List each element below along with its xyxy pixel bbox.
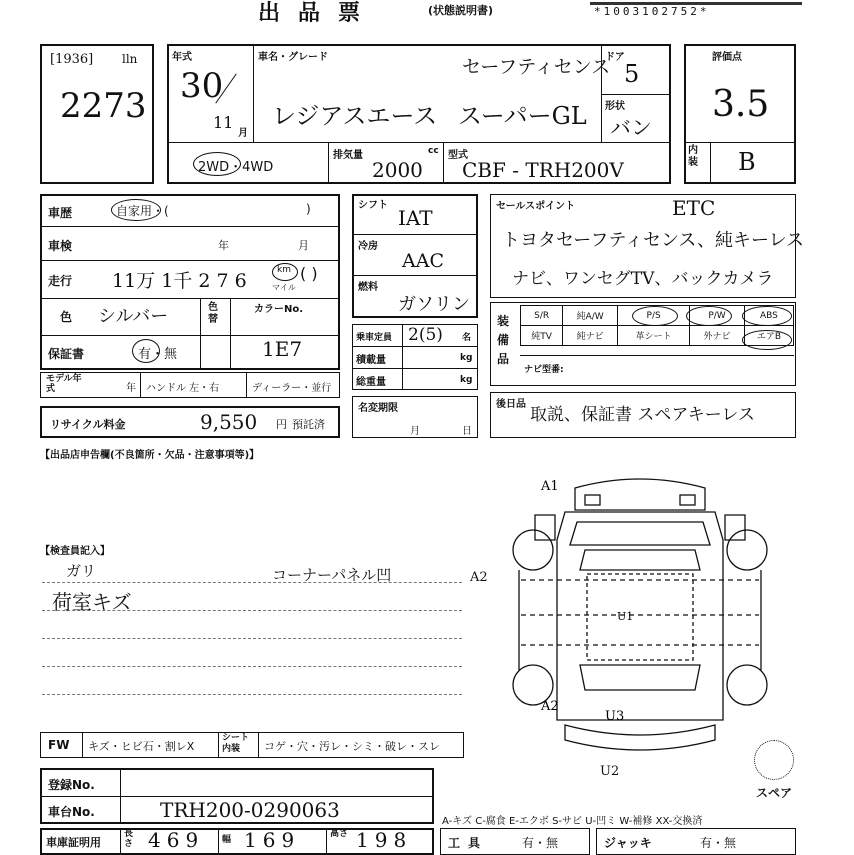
width-label: 幅 <box>222 835 232 845</box>
warranty-value: 有・無 <box>138 347 178 362</box>
seat-value: コゲ・穴・汚レ・シミ・破レ・スレ <box>264 740 440 753</box>
capacity-value: 2(5) <box>408 325 443 345</box>
fw-value: キズ・ヒビ石・割レX <box>88 740 195 753</box>
registration-month: 月 <box>410 426 420 437</box>
equip-ps: P/S <box>618 306 690 326</box>
mark-u2: U2 <box>600 764 620 779</box>
equip-aw: 純A/W <box>563 306 618 326</box>
rear-window <box>580 665 700 690</box>
equip-sr: S/R <box>521 306 563 326</box>
chassis-value: TRH200-0290063 <box>160 798 340 822</box>
sales-point-line2: トヨタセーフティセンス、純キーレス <box>502 230 805 251</box>
doors-value: 5 <box>624 60 640 88</box>
drive-separator: ・ <box>229 160 243 175</box>
model-code-value: CBF - TRH200V <box>462 158 624 182</box>
recycle-label: リサイクル料金 <box>50 418 126 431</box>
fw-label: FW <box>48 738 70 752</box>
drive-4wd: 4WD <box>242 160 274 175</box>
gross-unit: kg <box>460 375 473 385</box>
hood <box>570 522 710 545</box>
recycle-note: 預託済 <box>292 418 325 431</box>
equip-airbag: エアB <box>744 326 793 346</box>
history-label: 車歴 <box>48 206 73 220</box>
interior-value: B <box>738 148 756 176</box>
score-value: 3.5 <box>712 84 770 125</box>
form-subtitle: (状態説明書) <box>428 4 494 17</box>
year-value: 30 <box>180 66 224 106</box>
front-right-tire <box>727 530 767 570</box>
capacity-label: 乗車定員 <box>356 333 393 343</box>
color-code-value: 1E7 <box>262 337 303 361</box>
equip-navi: 純ナビ <box>563 326 618 346</box>
mark-a2-bottom: A2 <box>541 699 559 714</box>
sales-point-label: セールスポイント <box>496 201 576 212</box>
inspector-note1: ガリ <box>66 562 97 580</box>
vehicle-grade: スーパーGL <box>458 102 587 130</box>
sales-point-line1: ETC <box>672 196 716 220</box>
mark-a1: A1 <box>541 479 559 494</box>
displacement-value: 2000 <box>372 158 423 182</box>
gross-label: 総重量 <box>356 377 386 388</box>
lot-suffix: lln <box>122 52 138 66</box>
length-label: 長さ <box>124 829 134 849</box>
registration-change-label: 名変期限 <box>358 403 398 414</box>
color-label: 色 <box>60 310 73 324</box>
body-outline <box>557 512 723 720</box>
inspection-year: 年 <box>218 239 229 252</box>
model-label: 車名・グレード <box>258 52 328 63</box>
car-diagram <box>505 470 775 760</box>
dealer-field: ディーラー・並行 <box>252 383 332 394</box>
shift-label: シフト <box>358 200 388 211</box>
mark-a2-left: A2 <box>470 570 488 585</box>
chassis-label: 車台No. <box>48 805 95 819</box>
accessories-value: 取説、保証書 スペアキーレス <box>530 405 755 425</box>
accessories-label: 後日品 <box>496 399 526 410</box>
vehicle-name: レジアスエース <box>272 102 438 130</box>
inspection-month: 月 <box>298 239 309 252</box>
color-code-label: カラーNo. <box>254 304 304 315</box>
displacement-unit: cc <box>428 146 439 156</box>
month-unit: 月 <box>238 128 248 139</box>
inspector-note2: 荷室キズ <box>52 590 132 614</box>
fuel-value: ガソリン <box>398 294 470 315</box>
drive-2wd: 2WD <box>198 160 230 175</box>
model-year-unit: 年 <box>126 383 136 394</box>
doors-label: ドア <box>605 52 625 63</box>
recycle-value: 9,550 <box>200 410 258 434</box>
jack-value: 有・無 <box>700 836 737 850</box>
front-left-tire <box>513 530 553 570</box>
height-label: 高さ <box>330 829 349 839</box>
seat-label: シート内装 <box>222 733 250 754</box>
history-close: ) <box>306 202 311 216</box>
shape-value: バン <box>610 116 652 140</box>
color-change-label: 色替 <box>208 302 218 325</box>
windshield <box>580 550 700 570</box>
lot-number: 2273 <box>60 86 147 126</box>
mark-u3: U3 <box>605 709 625 724</box>
shape-label: 形状 <box>605 101 625 112</box>
dimensions-label: 車庫証明用 <box>46 836 101 849</box>
model-code-label: 型式 <box>448 150 468 161</box>
mark-u1: U1 <box>617 610 634 623</box>
month-value: 11 <box>213 113 234 132</box>
serial-barcode-text: *1003102752* <box>594 5 710 18</box>
ac-label: 冷房 <box>358 241 378 252</box>
color-value: シルバー <box>98 306 169 327</box>
navi-model-label: ナビ型番: <box>524 365 564 375</box>
load-unit: kg <box>460 353 473 363</box>
inspector-note3: コーナーパネル凹 <box>272 566 392 584</box>
height-value: 198 <box>356 828 413 852</box>
tools-label: 工具 <box>448 836 489 850</box>
sales-point-line3: ナビ、ワンセグTV、バックカメラ <box>512 269 774 289</box>
fuel-label: 燃料 <box>358 282 378 293</box>
history-value: 自家用・( <box>116 204 169 218</box>
score-label: 評価点 <box>712 52 742 63</box>
length-value: 469 <box>148 828 205 852</box>
spare-circle <box>754 740 794 780</box>
mileage-mile: マイル <box>272 283 296 292</box>
tools-value: 有・無 <box>522 836 559 850</box>
year-label: 年式 <box>172 52 192 63</box>
equipment-label: 装備品 <box>497 314 510 366</box>
damage-legend: A-キズ C-腐食 E-エクボ S-サビ U-凹ミ W-補修 XX-交換済 <box>442 816 703 827</box>
equip-ext-navi: 外ナビ <box>690 326 745 346</box>
equip-leather: 革シート <box>618 326 690 346</box>
lot-code: [1936] <box>50 52 94 67</box>
seller-notes-label: 【出品店申告欄(不良箇所・欠品・注意事項等)】 <box>40 450 260 461</box>
registration-day: 日 <box>462 426 472 437</box>
handle-field: ハンドル 左・右 <box>146 383 220 394</box>
registration-no-label: 登録No. <box>48 778 95 792</box>
shift-value: IAT <box>398 206 433 230</box>
inspection-label: 車検 <box>48 239 73 253</box>
equip-tv: 純TV <box>521 326 563 346</box>
load-label: 積載量 <box>356 355 386 366</box>
equip-pw: P/W <box>690 306 745 326</box>
mileage-value: 11万 1千 2 7 6 <box>112 270 247 292</box>
form-title: 出品票 <box>258 1 379 26</box>
displacement-label: 排気量 <box>333 150 363 161</box>
rear-right-tire <box>727 665 767 705</box>
lot-box <box>40 44 154 184</box>
roof <box>587 574 693 660</box>
rear-bumper <box>565 725 715 750</box>
ac-value: AAC <box>402 250 444 272</box>
mileage-label: 走行 <box>48 274 73 288</box>
jack-label: ジャッキ <box>604 836 652 850</box>
recycle-unit: 円 <box>276 418 287 431</box>
mileage-km: km <box>277 265 291 275</box>
width-value: 169 <box>244 828 301 852</box>
capacity-unit: 名 <box>462 333 472 343</box>
model-year-label: モデル年式 <box>46 374 82 394</box>
grade-top: セーフティセンス <box>462 56 611 78</box>
equip-abs: ABS <box>744 306 793 326</box>
interior-label: 内装 <box>688 145 698 168</box>
inspector-label: 【検査員記入】 <box>40 546 110 557</box>
spare-label: スペア <box>756 786 793 800</box>
warranty-label: 保証書 <box>48 347 85 361</box>
